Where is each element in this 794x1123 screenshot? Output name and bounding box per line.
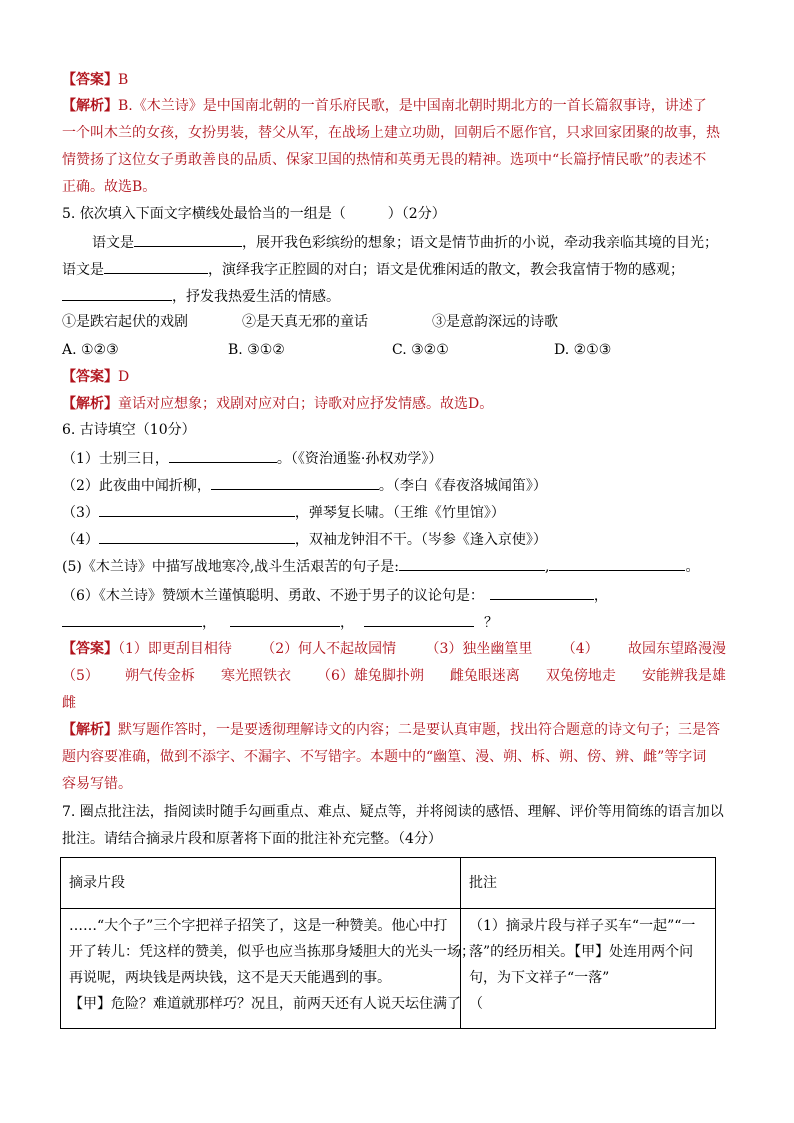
annotation-cell[interactable]: （1）摘录片段与祥子买车“一起”“一 落”的经历相关。【甲】处连用两个问 句，为下文祥子“一落” （ [461, 909, 716, 1029]
q5-passage-line-2: 语文是 ，演绎我字正腔圆的对白；语文是优雅闲适的散文，教会我富情于物的感观； [62, 259, 684, 280]
q6-blank-1[interactable] [169, 448, 277, 463]
q6-blank-6a[interactable] [490, 585, 594, 600]
q4-analysis-line-2: 一个叫木兰的女孩，女扮男装，替父从军，在战场上建立功勋，回朝后不愿作官，只求回家团聚的故事，热 [62, 125, 720, 141]
q5-item: ③是意韵深远的诗歌 [432, 314, 558, 330]
q6-blank-6b[interactable] [62, 612, 202, 627]
q5-blank-3[interactable] [62, 286, 172, 301]
q5-item: ①是跌宕起伏的戏剧 [62, 314, 188, 330]
q6-blank-6d[interactable] [364, 612, 474, 627]
q5-option-d: D. ②①③ [554, 342, 612, 358]
q6-blank-2[interactable] [211, 475, 379, 490]
q5-blank-2[interactable] [104, 259, 208, 274]
q6-item-2: （2）此夜曲中闻折柳， 。（李白《春夜洛城闻笛》） [62, 475, 547, 496]
q5-items [62, 312, 558, 332]
q5-item: ②是天真无邪的童话 [242, 314, 368, 330]
q6-answer-row-1: 【答案】（1）即更刮目相待 （2）何人不起故园情 （3）独坐幽篁里 （4） 故园东望路漫漫 [62, 641, 726, 657]
q5-passage-line-3: ，抒发我热爱生活的情感。 [62, 286, 340, 307]
q6-answer-row-3: 雌 [62, 695, 76, 711]
q6-item-4: （4） ，双袖龙钟泪不干。（岑参《逢入京使》） [62, 529, 547, 550]
q6-analysis-line-1: 【解析】默写题作答时，一是要透彻理解诗文的内容；二是要认真审题，找出符合题意的诗文句子；三是答 [62, 722, 720, 738]
q7-stem-line-1: 7. 圈点批注法，指阅读时随手勾画重点、难点、疑点等，并将阅读的感悟、理解、评价等用简练的语言加以 [62, 804, 724, 820]
q6-item-3: （3） ，弹琴复长啸。（王维《竹里馆》） [62, 502, 505, 523]
q6-item-5: (5)《木兰诗》中描写战地寒冷,战斗生活艰苦的句子是: , 。 [62, 556, 699, 577]
table-header-row [61, 858, 716, 909]
q5-option-b: B. ③①② [228, 342, 285, 358]
table-header-annotation: 批注 [461, 858, 716, 909]
q6-item-1: （1）士别三日， 。（《资治通鉴·孙权劝学》） [62, 448, 442, 469]
excerpt-cell: ……“大个子”三个字把祥子招笑了，这是一种赞美。他心中打 开了转儿：凭这样的赞美，似乎也应当拣那身矮胆大的光头一场； 再说呢，两块钱是两块钱，这不是天天能遇到的事。 【甲】危险？难道就那样巧？况且，前两天还有人说天坛住满了 [61, 909, 461, 1029]
q4-answer: 【答案】B [62, 72, 129, 88]
q6-stem: 6. 古诗填空（10分） [62, 422, 196, 438]
q6-analysis-line-2: 题内容要准确，做到不添字、不漏字、不写错字。本题中的“幽篁、漫、朔、柝、朔、傍、辨、雌”等字词 [62, 749, 707, 765]
q6-blank-6c[interactable] [230, 612, 340, 627]
table-row [61, 909, 716, 1029]
q6-blank-5b[interactable] [549, 556, 685, 571]
q4-analysis-line-1: 【解析】B.《木兰诗》是中国南北朝的一首乐府民歌，是中国南北朝时期北方的一首长篇叙事诗，讲述了 [62, 98, 707, 114]
q6-item-6: （6）《木兰诗》赞颂木兰谨慎聪明、勇敢、不逊于男子的议论句是： ， [62, 585, 608, 606]
table-header-excerpt: 摘录片段 [61, 858, 461, 909]
q5-passage-line-1: 语文是 ，展开我色彩缤纷的想象；语文是情节曲折的小说，牵动我亲临其境的目光； [92, 232, 718, 253]
q5-option-c: C. ③②① [392, 342, 449, 358]
q6-analysis-line-3: 容易写错。 [62, 776, 132, 792]
q4-analysis-line-4: 正确。故选B。 [62, 179, 157, 195]
q6-blank-4[interactable] [99, 529, 295, 544]
q6-blank-5a[interactable] [399, 556, 545, 571]
q6-answer-row-2: （5） 朔气传金柝 寒光照铁衣 （6）雄兔脚扑朔 雌兔眼迷离 双兔傍地走 安能辨我是雄 [62, 668, 726, 684]
q5-options [62, 340, 622, 360]
q5-blank-1[interactable] [134, 232, 242, 247]
q4-analysis-line-3: 情赞扬了这位女子勇敢善良的品质、保家卫国的热情和英勇无畏的精神。选项中“长篇抒情民歌”的表述不 [62, 152, 707, 168]
q5-option-a: A. ①②③ [62, 342, 119, 358]
q6-blank-3[interactable] [99, 502, 295, 517]
q5-stem: 5. 依次填入下面文字横线处最恰当的一组是（ ）（2分） [62, 206, 446, 222]
q5-answer: 【答案】D [62, 369, 130, 385]
annotation-table [60, 857, 716, 1029]
q7-stem-line-2: 批注。请结合摘录片段和原著将下面的批注补充完整。（4分） [62, 831, 442, 847]
q5-analysis: 【解析】童话对应想象；戏剧对应对白；诗歌对应抒发情感。故选D。 [62, 396, 494, 412]
q6-item-7: ， ， ？ [62, 612, 498, 633]
